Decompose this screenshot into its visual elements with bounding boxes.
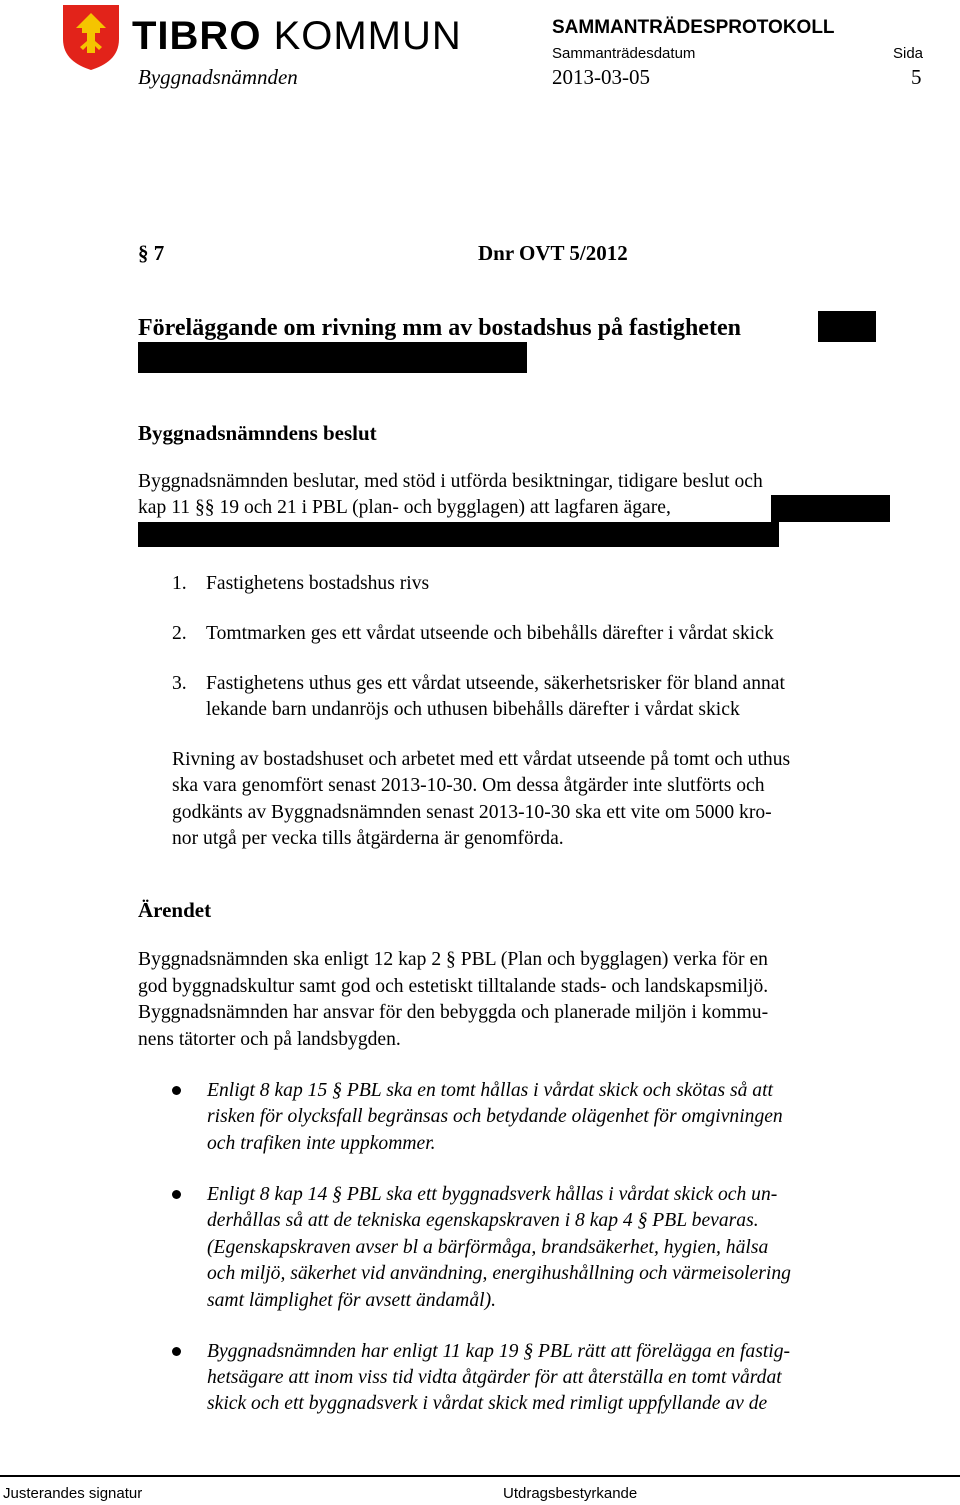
- page-number: 5: [911, 65, 922, 89]
- bullet-text: risken för olycksfall begränsas och betydande olägenhet för omgivningen: [207, 1106, 783, 1127]
- board-name: Byggnadsnämnden: [138, 65, 298, 89]
- decision-item-text: Fastighetens uthus ges ett vårdat utseende, säkerhetsrisker för bland annat: [206, 673, 785, 694]
- bullet-text: och trafiken inte uppkommer.: [207, 1133, 436, 1154]
- redaction-block: [138, 342, 527, 373]
- redaction-block: [771, 495, 890, 522]
- decision-heading: Byggnadsnämndens beslut: [138, 421, 377, 445]
- case-number: Dnr OVT 5/2012: [478, 241, 628, 265]
- decision-item-text: Fastighetens bostadshus rivs: [206, 573, 430, 594]
- bullet-text: hetsägare att inom viss tid vidta åtgärder för att återställa en tomt vårdat: [207, 1367, 782, 1388]
- logo-text-light: KOMMUN: [273, 14, 462, 58]
- bullet-text: Byggnadsnämnden har enligt 11 kap 19 § PBL rätt att förelägga en fastig-: [207, 1341, 791, 1362]
- errand-intro-line: Byggnadsnämnden ska enligt 12 kap 2 § PBL (Plan och bygglagen) verka för en: [138, 949, 768, 970]
- decision-item-number: 2.: [172, 623, 187, 644]
- footer-certification-label: Utdragsbestyrkande: [503, 1485, 638, 1502]
- deadline-line: godkänts av Byggnadsnämnden senast 2013-10-30 ska ett vite om 5000 kro-: [172, 802, 772, 823]
- bullet-text: och miljö, säkerhet vid användning, energihushållning och värmeisolering: [207, 1263, 791, 1284]
- deadline-line: Rivning av bostadshuset och arbetet med ett vårdat utseende på tomt och uthus: [172, 749, 791, 770]
- municipality-logo-text: [132, 14, 462, 58]
- meeting-date-label: Sammanträdesdatum: [552, 45, 696, 62]
- footer-divider: [0, 1475, 960, 1477]
- deadline-line: nor utgå per vecka tills åtgärderna är genomförda.: [172, 828, 564, 849]
- bullet-text: Enligt 8 kap 14 § PBL ska ett byggnadsverk hållas i vårdat skick och un-: [207, 1184, 778, 1205]
- protocol-title: SAMMANTRÄDESPROTOKOLL: [552, 17, 835, 38]
- bullet-text: samt lämplighet för avsett ändamål).: [207, 1290, 496, 1311]
- decision-item-number: 3.: [172, 673, 187, 694]
- decision-item-text: Tomtmarken ges ett vårdat utseende och bibehålls därefter i vårdat skick: [206, 623, 774, 644]
- decision-item-text: lekande barn undanröjs och uthusen bibehålls därefter i vårdat skick: [206, 699, 740, 720]
- case-title: Föreläggande om rivning mm av bostadshus på fastigheten: [138, 315, 741, 341]
- bullet-text: skick och ett byggnadsverk i vårdat skick med rimligt uppfyllande av de: [207, 1393, 768, 1414]
- redaction-block: [818, 311, 876, 342]
- bullet-text: (Egenskapskraven avser bl a bärförmåga, brandsäkerhet, hygien, hälsa: [207, 1237, 769, 1258]
- errand-intro-line: god byggnadskultur samt god och estetiskt tilltalande stads- och landskapsmiljö.: [138, 976, 769, 997]
- errand-intro-line: Byggnadsnämnden har ansvar för den bebyggda och planerade miljön i kommu-: [138, 1002, 769, 1023]
- meeting-date: 2013-03-05: [552, 65, 650, 89]
- section-number: § 7: [138, 241, 165, 265]
- errand-heading: Ärendet: [138, 898, 212, 922]
- bullet-icon: [172, 1086, 181, 1095]
- bullet-icon: [172, 1347, 181, 1356]
- deadline-line: ska vara genomfört senast 2013-10-30. Om dessa åtgärder inte slutförts och: [172, 775, 765, 796]
- footer-signature-label: Justerandes signatur: [3, 1485, 143, 1502]
- page-label: Sida: [893, 45, 924, 62]
- bullet-icon: [172, 1190, 181, 1199]
- decision-intro-line: Byggnadsnämnden beslutar, med stöd i utförda besiktningar, tidigare beslut och: [138, 471, 763, 492]
- bullet-text: Enligt 8 kap 15 § PBL ska en tomt hållas i vårdat skick och skötas så att: [207, 1080, 773, 1101]
- errand-intro-line: nens tätorter och på landsbygden.: [138, 1029, 401, 1050]
- bullet-text: derhållas så att de tekniska egenskapskraven i 8 kap 4 § PBL bevaras.: [207, 1210, 759, 1231]
- decision-intro-line: kap 11 §§ 19 och 21 i PBL (plan- och bygglagen) att lagfaren ägare,: [138, 497, 671, 518]
- redaction-block: [138, 522, 779, 547]
- decision-item-number: 1.: [172, 573, 187, 594]
- municipality-logo-icon: [60, 3, 122, 71]
- logo-text-bold: TIBRO: [132, 14, 262, 58]
